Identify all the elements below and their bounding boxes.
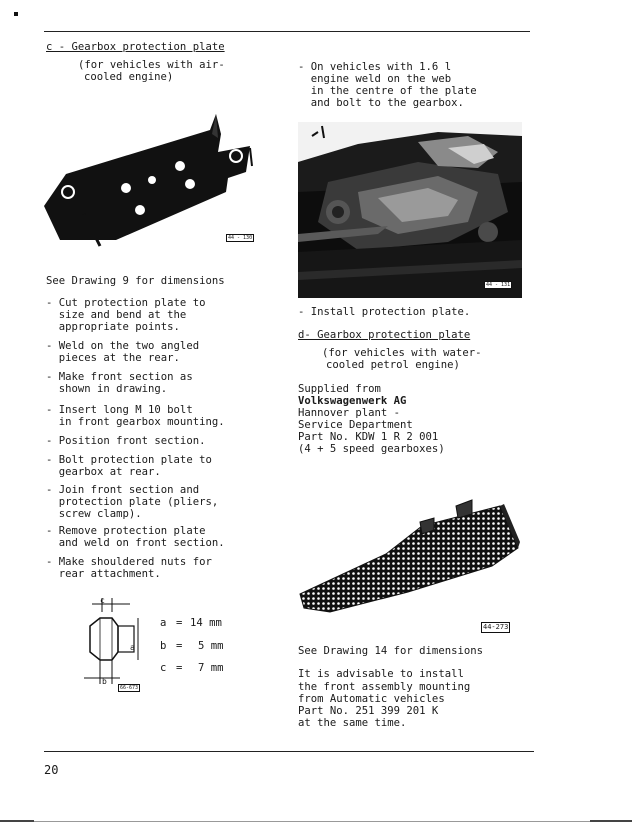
step-bolt-2: in front gearbox mounting.	[46, 416, 225, 428]
figure-label-44-130: 44 - 130	[228, 235, 253, 241]
step-nuts-1: - Make shouldered nuts for	[46, 556, 212, 568]
intro-line-2: engine weld on the web	[298, 73, 452, 85]
advice-line-2: the front assembly mounting	[298, 681, 471, 693]
corner-mark	[14, 12, 18, 16]
install-plate-step: - Install protection plate.	[298, 306, 471, 318]
bottom-rule	[44, 751, 534, 752]
installed-plate-photo	[298, 122, 522, 298]
supply-line-2: Volkswagenwerk AG	[298, 395, 407, 407]
step-bolt-1: - Insert long M 10 bolt	[46, 404, 193, 416]
step-position: - Position front section.	[46, 435, 206, 447]
figure-label-44-131: 44 - 131	[486, 282, 511, 288]
figure-label-44-273: 44-273	[483, 623, 509, 631]
dim-eq-c: =	[176, 662, 183, 674]
right-sub-2: cooled petrol engine)	[326, 359, 460, 371]
step-nuts-2: rear attachment.	[46, 568, 161, 580]
page-number: 20	[44, 763, 59, 777]
dim-mark-a: a	[160, 617, 167, 629]
advice-line-1: It is advisable to install	[298, 668, 464, 680]
step-join-3: screw clamp).	[46, 508, 142, 520]
step-bolt-plate-1: - Bolt protection plate to	[46, 454, 212, 466]
nut-dim-key-c: c	[100, 596, 105, 605]
supply-line-6: (4 + 5 speed gearboxes)	[298, 443, 445, 455]
dim-eq-b: =	[176, 640, 183, 652]
supply-line-5: Part No. KDW 1 R 2 001	[298, 431, 439, 443]
scan-edge-left	[0, 820, 34, 822]
see-drawing-14: See Drawing 14 for dimensions	[298, 645, 483, 657]
step-weld-1: - Weld on the two angled	[46, 340, 200, 352]
nut-dim-key-a: a	[130, 643, 135, 652]
step-bolt-plate-2: gearbox at rear.	[46, 466, 161, 478]
supply-line-4: Service Department	[298, 419, 413, 431]
scan-line-bottom	[34, 821, 590, 822]
supply-line-3: Hannover plant -	[298, 407, 401, 419]
step-join-2: protection plate (pliers,	[46, 496, 219, 508]
dim-value-a: 14 mm	[190, 617, 222, 629]
advice-line-3: from Automatic vehicles	[298, 693, 445, 705]
dim-mark-c: c	[160, 662, 167, 674]
step-cut-3: appropriate points.	[46, 321, 180, 333]
dim-value-b: 5 mm	[198, 640, 224, 652]
intro-line-3: in the centre of the plate	[298, 85, 477, 97]
left-heading: c - Gearbox protection plate	[46, 41, 225, 53]
dim-value-c: 7 mm	[198, 662, 224, 674]
step-weld-2: pieces at the rear.	[46, 352, 180, 364]
dim-eq-a: =	[176, 617, 183, 629]
top-rule	[44, 31, 530, 32]
see-drawing-9: See Drawing 9 for dimensions	[46, 275, 225, 287]
water-cooled-plate-figure	[296, 496, 522, 620]
step-remove-2: and weld on front section.	[46, 537, 225, 549]
step-front-1: - Make front section as	[46, 371, 193, 383]
intro-line-4: and bolt to the gearbox.	[298, 97, 464, 109]
advice-line-5: at the same time.	[298, 717, 407, 729]
air-cooled-plate-figure	[40, 108, 255, 253]
left-sub-2: cooled engine)	[84, 71, 174, 83]
dim-mark-b: b	[160, 640, 167, 652]
advice-line-4: Part No. 251 399 201 K	[298, 705, 439, 717]
step-remove-1: - Remove protection plate	[46, 525, 206, 537]
figure-label-66-673: 66-673	[120, 685, 139, 691]
right-sub-1: (for vehicles with water-	[322, 347, 482, 359]
left-sub-1: (for vehicles with air-	[78, 59, 225, 71]
nut-dim-key-b: b	[102, 677, 107, 686]
step-front-2: shown in drawing.	[46, 383, 168, 395]
step-cut-1: - Cut protection plate to	[46, 297, 206, 309]
step-join-1: - Join front section and	[46, 484, 200, 496]
supply-line-1: Supplied from	[298, 383, 381, 395]
right-heading: d- Gearbox protection plate	[298, 329, 471, 341]
step-cut-2: size and bend at the	[46, 309, 187, 321]
scan-edge-right	[590, 820, 632, 822]
intro-line-1: - On vehicles with 1.6 l	[298, 61, 452, 73]
shouldered-nut-drawing	[78, 596, 160, 692]
